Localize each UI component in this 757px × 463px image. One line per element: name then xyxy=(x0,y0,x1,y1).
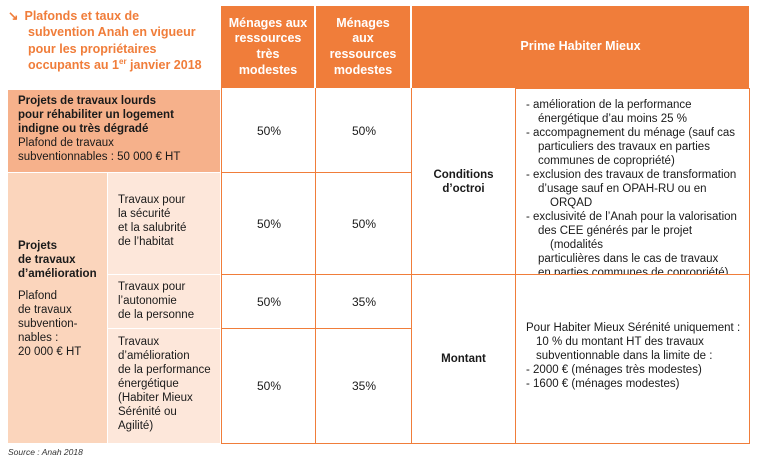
condition-item: - exclusivité de l’Anah pour la valorisation des CEE générés par le projet (modalités particulières dans le cas de travaux xyxy=(526,211,737,266)
improvement-ceiling: nables : xyxy=(18,332,59,345)
heavy-very-modest-rate: 50% xyxy=(222,90,316,172)
arrow-icon: ↘ xyxy=(8,9,19,23)
amount-text: Pour Habiter Mieux Sérénité uniquement : 10 % du montant HT des travaux subventionnable dans la limite de : - 2000 € (ménages très modestes) - 1600 € (ménages modestes) xyxy=(516,275,749,443)
divider xyxy=(411,6,412,88)
heavy-works-cell xyxy=(8,90,220,172)
improvement-title: de travaux xyxy=(18,254,76,267)
source-note: Source : Anah 2018 xyxy=(8,447,83,457)
header-very-modest: Ménages aux ressources très modestes xyxy=(222,6,314,88)
conditions-list xyxy=(516,90,749,274)
title-line: occupants au 1er janvier 2018 xyxy=(28,56,202,72)
condition-item: - amélioration de la performance énergétique d’au moins 25 % xyxy=(526,99,692,126)
autonomy-very-modest-rate: 50% xyxy=(222,275,316,328)
sub-row-autonomy-label: Travaux pour l’autonomie de la personne xyxy=(108,275,220,328)
autonomy-modest-rate: 35% xyxy=(316,275,412,328)
title-line: subvention Anah en vigueur xyxy=(28,25,196,40)
table-title xyxy=(8,8,218,73)
header-modest: Ménages aux ressources modestes xyxy=(316,6,410,88)
divider xyxy=(515,88,516,443)
safety-modest-rate: 50% xyxy=(316,173,412,274)
divider xyxy=(315,6,316,88)
divider xyxy=(221,274,750,275)
improvement-title: Projets xyxy=(18,240,57,252)
divider xyxy=(749,88,750,443)
energy-modest-rate: 35% xyxy=(316,329,412,443)
condition-item: - accompagnement du ménage (sauf cas particuliers des travaux en parties communes de copropriété) xyxy=(526,127,736,168)
sub-row-energy-label: Travaux d’amélioration de la performance énergétique (Habiter Mieux Sérénité ou Agilité) xyxy=(108,329,220,443)
improvement-ceiling: subvention- xyxy=(18,318,78,331)
divider xyxy=(411,88,412,443)
heavy-title: pour réhabiliter un logement xyxy=(18,109,174,122)
conditions-label: Conditions d’octroi xyxy=(412,90,515,274)
title-line: Plafonds et taux de xyxy=(24,9,140,23)
divider xyxy=(515,88,750,89)
heavy-title: indigne ou très dégradé xyxy=(18,123,149,136)
amount-label: Montant xyxy=(412,275,515,443)
divider xyxy=(107,173,108,443)
improvement-ceiling: 20 000 € HT xyxy=(18,346,82,359)
divider xyxy=(108,328,221,329)
safety-very-modest-rate: 50% xyxy=(222,173,316,274)
improvement-ceiling: Plafond xyxy=(18,290,58,303)
divider xyxy=(108,274,221,275)
divider xyxy=(221,6,222,443)
divider xyxy=(221,328,412,329)
divider xyxy=(8,172,221,173)
improvement-ceiling: de travaux xyxy=(18,304,72,317)
improvement-works-cell xyxy=(8,173,108,443)
improvement-title: d’amélioration xyxy=(18,268,97,281)
header-prime: Prime Habiter Mieux xyxy=(412,6,749,88)
heavy-title: Projets de travaux lourds xyxy=(18,95,157,107)
condition-item: - exclusion des travaux de transformation d’usage sauf en OPAH-RU ou en ORQAD xyxy=(526,169,737,210)
divider xyxy=(221,443,750,444)
heavy-ceiling: Plafond de travaux xyxy=(18,137,114,150)
divider xyxy=(315,88,316,443)
energy-very-modest-rate: 50% xyxy=(222,329,316,443)
heavy-modest-rate: 50% xyxy=(316,90,412,172)
heavy-ceiling: subventionnables : 50 000 € HT xyxy=(18,151,181,164)
title-line: pour les propriétaires xyxy=(28,41,157,56)
sub-row-safety-label: Travaux pour la sécurité et la salubrité de l’habitat xyxy=(108,173,220,274)
divider xyxy=(221,172,412,173)
